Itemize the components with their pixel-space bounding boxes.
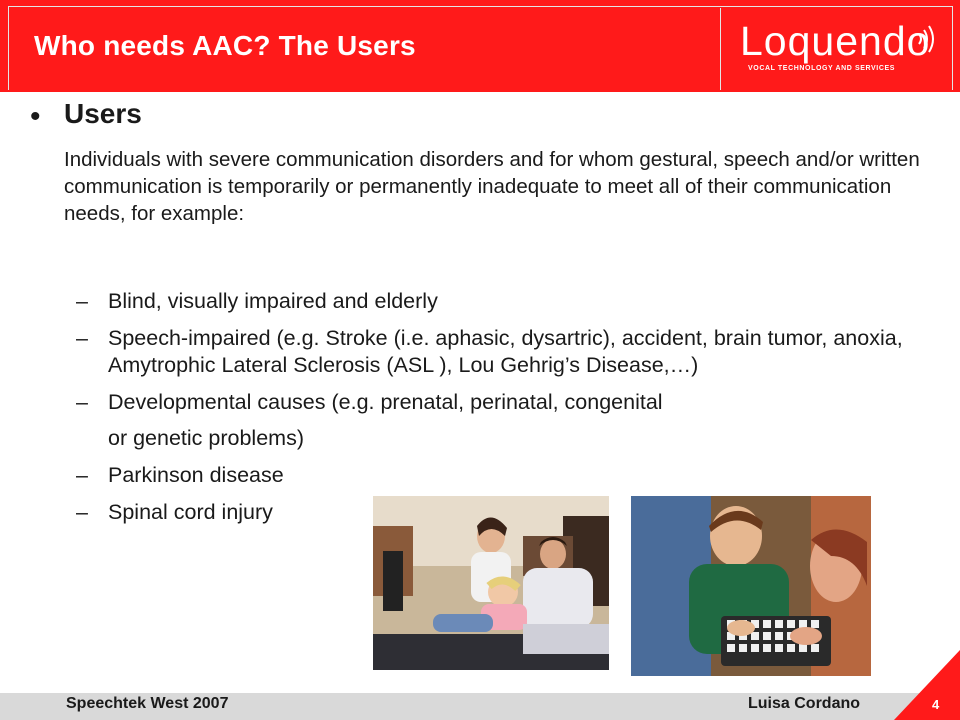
- page-number: 4: [932, 697, 940, 712]
- sound-waves-icon: [916, 24, 936, 54]
- dash-icon: –: [76, 500, 88, 524]
- dash-icon: –: [76, 463, 88, 487]
- dash-icon: –: [76, 390, 88, 414]
- child-keyboard-photo: [631, 496, 871, 676]
- dash-icon: –: [76, 289, 88, 313]
- header-divider: [720, 8, 721, 90]
- section-heading: Users: [64, 98, 142, 129]
- list-item-text: Developmental causes (e.g. prenatal, perinatal, congenital: [108, 390, 663, 414]
- list-item-text: Blind, visually impaired and elderly: [108, 289, 438, 313]
- footer-event: Speechtek West 2007: [66, 695, 229, 712]
- corner-triangle: [894, 650, 960, 720]
- list-item: [76, 389, 936, 416]
- loquendo-logo: [740, 18, 940, 78]
- family-wheelchair-photo: [373, 496, 609, 670]
- list-item-text: Spinal cord injury: [108, 500, 273, 524]
- list-item-continuation: [76, 425, 936, 452]
- slide-header: [0, 0, 960, 92]
- list-item-text: Speech-impaired (e.g. Stroke (i.e. aphasic, dysartric), accident, brain tumor, anoxia, Amytrophic Lateral Sclerosis (ASL ), Lou Gehrig’s Disease,…): [108, 326, 903, 377]
- list-item-text: Parkinson disease: [108, 463, 284, 487]
- bullet-icon: •: [30, 100, 41, 133]
- list-item: [76, 462, 936, 489]
- footer-author: Luisa Cordano: [748, 695, 861, 712]
- slide-title: Who needs AAC? The Users: [34, 30, 416, 61]
- list-item: [76, 288, 936, 315]
- list-item-text: or genetic problems): [108, 426, 304, 450]
- list-item: [76, 325, 936, 379]
- logo-tagline: VOCAL TECHNOLOGY AND SERVICES: [748, 65, 896, 72]
- dash-icon: –: [76, 326, 88, 350]
- intro-paragraph: Individuals with severe communication disorders and for whom gestural, speech and/or written communication is temporarily or permanently inadequate to meet all of their communication needs, for example:: [64, 148, 920, 225]
- logo-word: Loquendo: [740, 18, 931, 64]
